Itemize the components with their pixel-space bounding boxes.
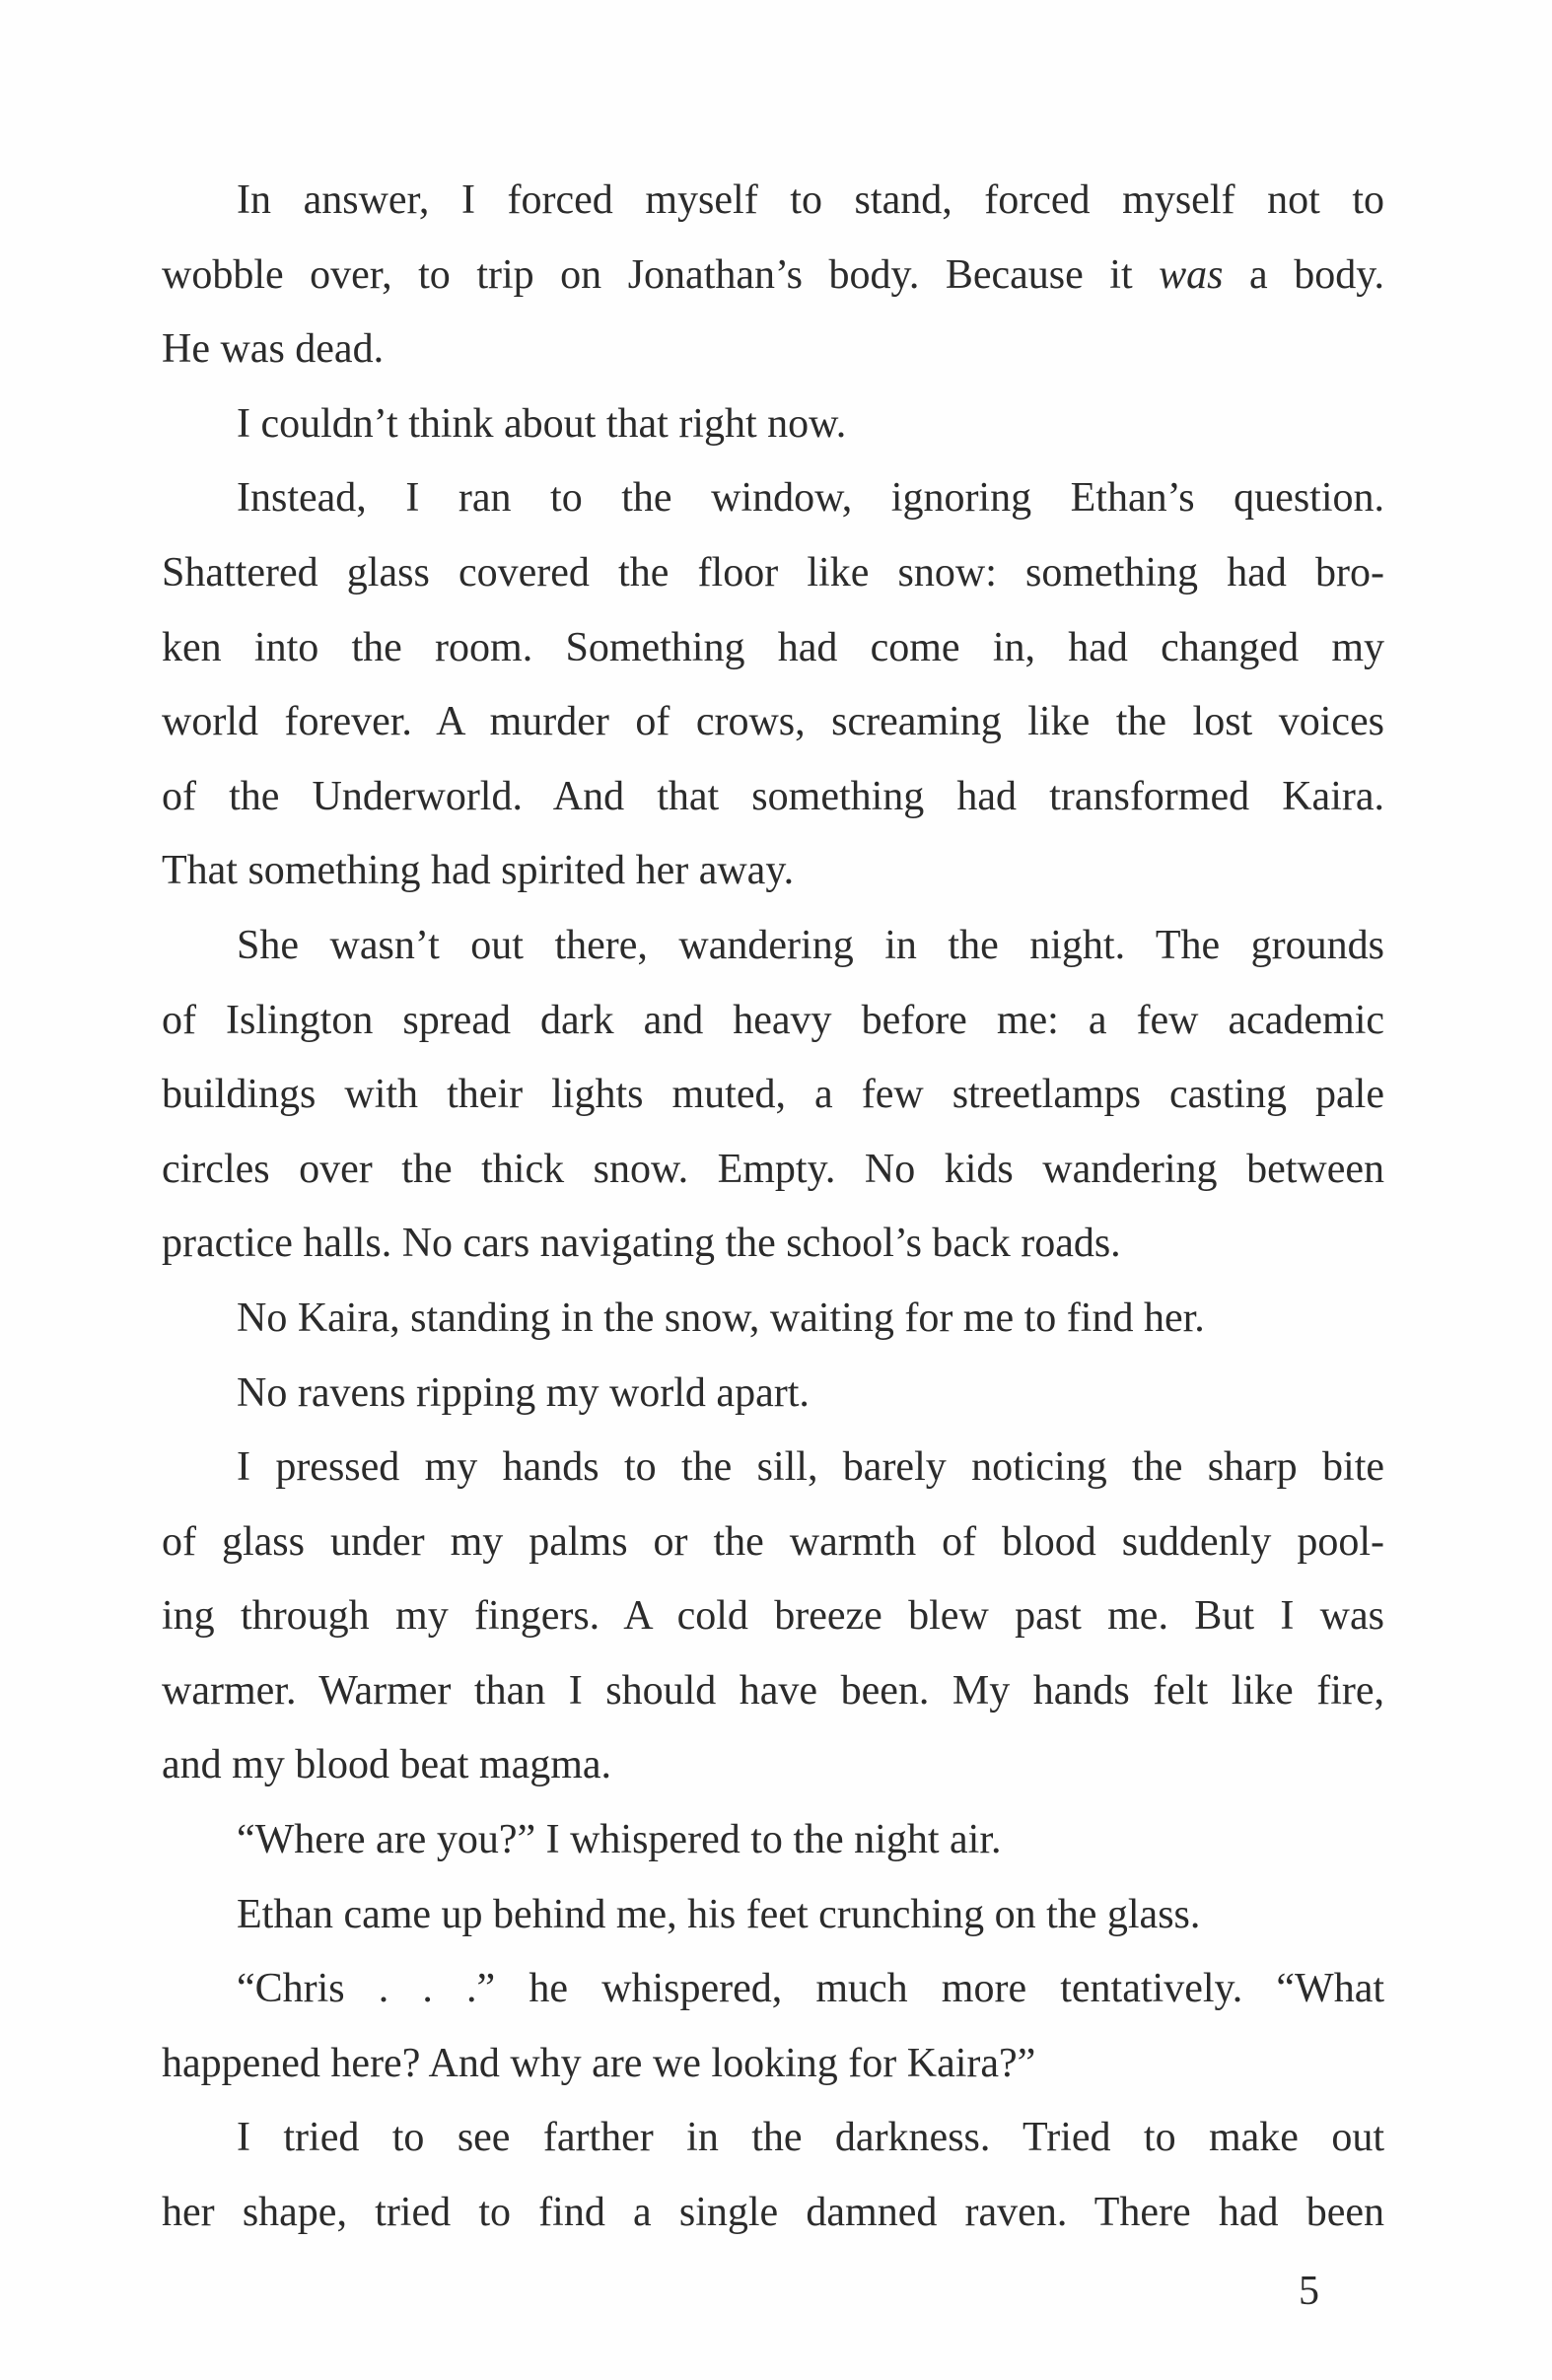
text-line: “Where are you?” I whispered to the night air. xyxy=(237,1817,1002,1863)
text-line: No ravens ripping my world apart. xyxy=(237,1369,810,1416)
text-line: of the Underworld. And that something had transformed Kaira. xyxy=(162,773,1384,819)
text-line: circles over the thick snow. Empty. No kids wandering between xyxy=(162,1146,1384,1192)
text-line: No Kaira, standing in the snow, waiting for me to find her. xyxy=(237,1295,1205,1341)
text-line: “Chris . . .” he whispered, much more tentatively. “What xyxy=(237,1966,1384,2012)
text-line: I pressed my hands to the sill, barely noticing the sharp bite xyxy=(237,1444,1384,1491)
text-line: of Islington spread dark and heavy before me: a few academic xyxy=(162,997,1384,1043)
text-line: practice halls. No cars navigating the school’s back roads. xyxy=(162,1221,1121,1267)
text-line: Instead, I ran to the window, ignoring Ethan’s question. xyxy=(237,475,1384,522)
text-line: That something had spirited her away. xyxy=(162,848,795,894)
text-line: her shape, tried to find a single damned raven. There had been xyxy=(162,2190,1384,2236)
text-line: world forever. A murder of crows, screaming like the lost voices xyxy=(162,699,1384,745)
text-line: I couldn’t think about that right now. xyxy=(237,400,847,447)
text-span: a body. xyxy=(1223,251,1384,298)
body-text xyxy=(162,164,1384,2251)
text-line: Ethan came up behind me, his feet crunching on the glass. xyxy=(237,1891,1201,1937)
text-line: ing through my fingers. A cold breeze blew past me. But I was xyxy=(162,1593,1384,1640)
text-line: She wasn’t out there, wandering in the night. The grounds xyxy=(237,922,1384,968)
text-line: happened here? And why are we looking for Kaira?” xyxy=(162,2040,1036,2086)
text-line: and my blood beat magma. xyxy=(162,1742,612,1788)
text-line: ken into the room. Something had come in, had changed my xyxy=(162,624,1384,670)
text-line: warmer. Warmer than I should have been. My hands felt like fire, xyxy=(162,1667,1384,1714)
text-line: buildings with their lights muted, a few streetlamps casting pale xyxy=(162,1072,1384,1118)
text-line: I tried to see farther in the darkness. Tried to make out xyxy=(237,2115,1384,2161)
text-line xyxy=(162,239,1384,314)
emphasis-text: was xyxy=(1159,251,1224,298)
text-line: He was dead. xyxy=(162,326,385,373)
text-span: wobble over, to trip on Jonathan’s body. Because it xyxy=(162,251,1160,298)
text-line: In answer, I forced myself to stand, forced myself not to xyxy=(237,177,1384,223)
text-line: Shattered glass covered the floor like snow: something had bro- xyxy=(162,549,1384,595)
page-number: 5 xyxy=(1299,2269,1319,2314)
text-line: of glass under my palms or the warmth of blood suddenly pool- xyxy=(162,1518,1384,1565)
